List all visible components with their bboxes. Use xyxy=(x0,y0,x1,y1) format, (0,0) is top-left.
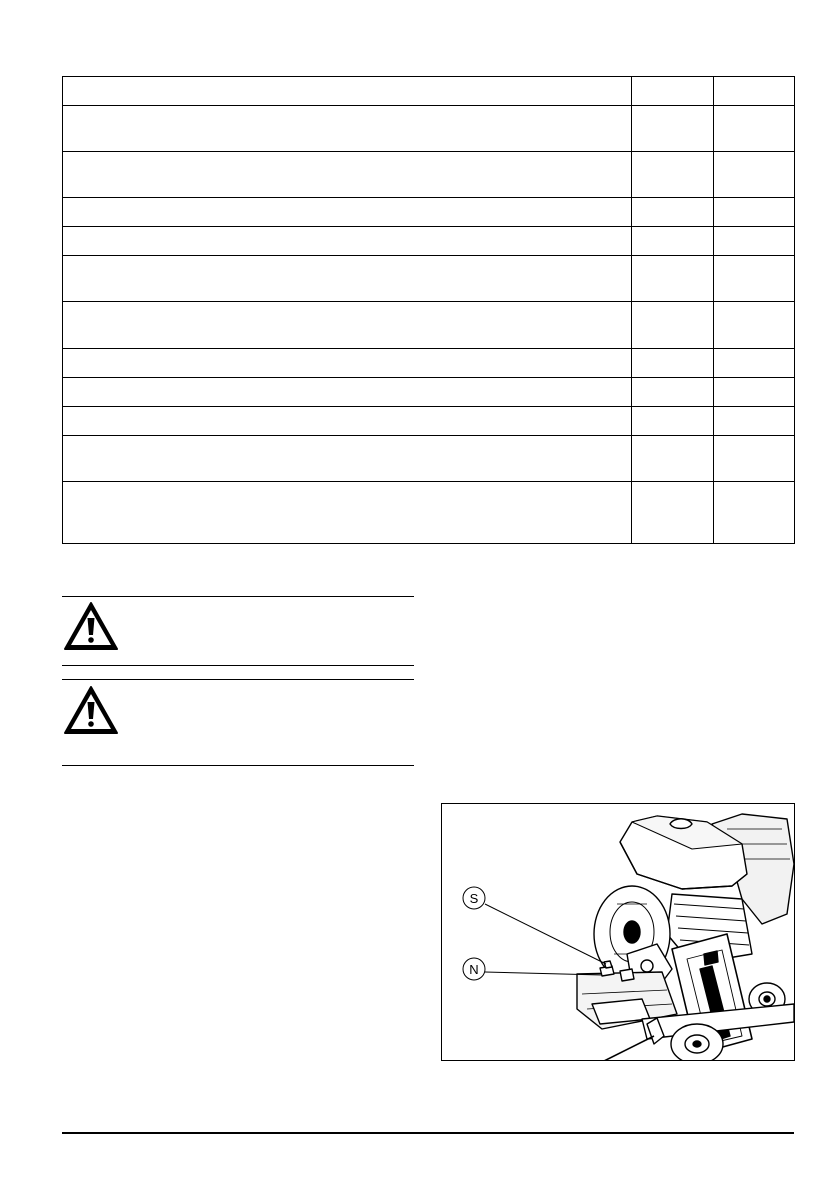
table-cell-task xyxy=(63,227,632,256)
table-cell-col-b xyxy=(714,227,795,256)
warning-block xyxy=(62,679,414,766)
divider xyxy=(62,596,414,597)
table-cell-col-a xyxy=(632,348,714,377)
table-cell-col-b xyxy=(714,406,795,435)
divider xyxy=(62,679,414,680)
warning-triangle-icon xyxy=(63,685,119,735)
table-row xyxy=(63,77,795,106)
table-row xyxy=(63,348,795,377)
engine-figure xyxy=(441,803,795,1061)
table-cell-col-b xyxy=(714,256,795,302)
table-cell-col-b xyxy=(714,377,795,406)
callout-s xyxy=(463,887,485,909)
table-cell-col-b xyxy=(714,481,795,543)
table-cell-col-a xyxy=(632,198,714,227)
table-row xyxy=(63,198,795,227)
table-cell-task xyxy=(63,348,632,377)
table-row xyxy=(63,106,795,152)
table-row xyxy=(63,152,795,198)
table-cell-col-a xyxy=(632,152,714,198)
callout-n-label: N xyxy=(469,962,479,977)
table-cell-col-a xyxy=(632,406,714,435)
table-row xyxy=(63,227,795,256)
table-row xyxy=(63,377,795,406)
table-cell-col-a xyxy=(632,106,714,152)
table-cell-task xyxy=(63,481,632,543)
table-cell-task xyxy=(63,406,632,435)
callout-s-label: S xyxy=(469,891,479,906)
table-cell-task xyxy=(63,377,632,406)
engine-illustration xyxy=(442,804,795,1061)
table-row xyxy=(63,302,795,348)
warning-block xyxy=(62,596,414,666)
callout-n xyxy=(463,958,485,980)
warning-triangle-icon xyxy=(63,601,119,651)
footer-divider xyxy=(62,1132,794,1134)
table-cell-col-a xyxy=(632,481,714,543)
divider xyxy=(62,765,414,766)
table-row xyxy=(63,435,795,481)
table-cell-task xyxy=(63,198,632,227)
table-cell-task xyxy=(63,106,632,152)
table-cell-col-a xyxy=(632,377,714,406)
table-cell-col-b xyxy=(714,435,795,481)
table-cell-col-b xyxy=(714,198,795,227)
table-cell-col-b xyxy=(714,152,795,198)
table-cell-task xyxy=(63,435,632,481)
table-cell-col-a xyxy=(632,302,714,348)
table-cell-col-a xyxy=(632,227,714,256)
table-row xyxy=(63,481,795,543)
table-cell-col-b xyxy=(714,77,795,106)
table-cell-col-a xyxy=(632,435,714,481)
table-cell-task xyxy=(63,77,632,106)
table-cell-col-b xyxy=(714,106,795,152)
table-cell-col-b xyxy=(714,348,795,377)
table-cell-task xyxy=(63,256,632,302)
table-cell-task xyxy=(63,302,632,348)
table-cell-task xyxy=(63,152,632,198)
table-cell-col-b xyxy=(714,302,795,348)
table-row xyxy=(63,256,795,302)
table-cell-col-a xyxy=(632,77,714,106)
table-row xyxy=(63,406,795,435)
divider xyxy=(62,665,414,666)
maintenance-table xyxy=(62,76,795,544)
table-cell-col-a xyxy=(632,256,714,302)
